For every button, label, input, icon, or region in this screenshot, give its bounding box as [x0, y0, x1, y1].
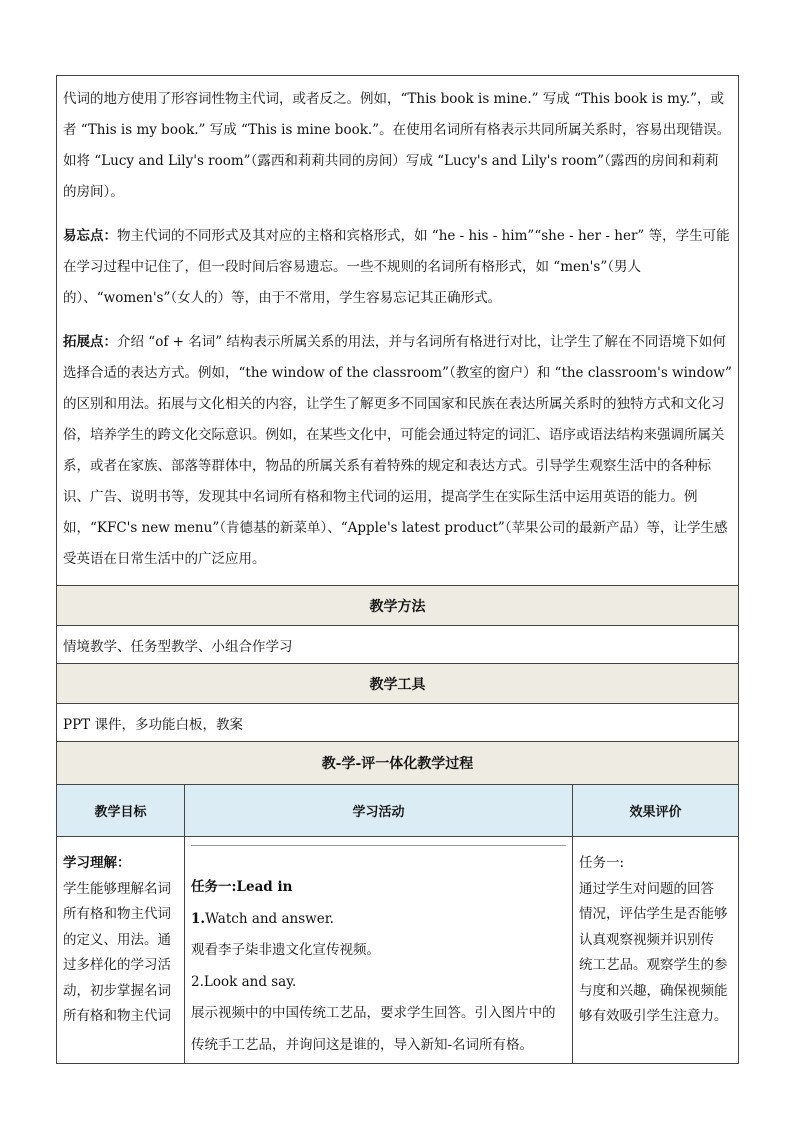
mistake-paragraph: 代词的地方使用了形容词性物主代词，或者反之。例如，“This book is mine.” 写成 “This book is my.”，或者 “This is my book.” 写成 “This is mine book.”。在使用名词所有格表示共同所属关系时，容易出现错误。如将 “Lucy and Lily's room”（露西和莉莉共同的房间）写成 “Lucy's and Lily's room”（露西的房间和莉莉的房间）。: [63, 91, 731, 200]
evaluation-line: 通过学生对问题的回答: [579, 880, 714, 897]
evaluation-line: 情况，评估学生是否能够: [579, 906, 728, 922]
forget-text: 物主代词的不同形式及其对应的主格和宾格形式，如 “he - his - him”“she - her - her” 等，学生可能在学习过程中记住了，但一段时间后容易遗忘。一些不规则的名词所有格形式，如 “men's”（男人的）、“women's”（女人的）等，由于不常用，学生容易忘记其正确形式。: [63, 228, 730, 306]
step1-number: 1.: [191, 910, 206, 927]
process-heading: 教-学-评一体化教学过程: [57, 742, 739, 785]
extension-text: 介绍 “of + 名词” 结构表示所属关系的用法，并与名词所有格进行对比，让学生了解在不同语境下如何选择合适的表达方式。例如，“the window of the classroom”（教室的窗户）和 “the classroom's window” 的区别和用法。拓展与文化相关的内容，让学生了解更多不同国家和民族在表达所属关系时的独特方式和文化习俗，培养学生的跨文化交际意识。例如，在某些文化中，可能会通过特定的词汇、语序或语法结构来强调所属关系，或者在家族、部落等群体中，物品的所属关系有着特殊的规定和表达方式。引导学生观察生活中的各种标识、广告、说明书等，发现其中名词所有格和物主代词的运用，提高学生在实际生活中运用英语的能力。例如，“KFC's new menu”（肯德基的新菜单）、“Apple's latest product”（苹果公司的最新产品）等，让学生感受英语在日常生活中的广泛应用。: [63, 334, 732, 567]
extension-label: 拓展点：: [63, 334, 117, 350]
task-title: 任务一:Lead in: [191, 879, 293, 895]
goal-line: 过多样化的学习活: [63, 957, 171, 973]
lesson-plan-table: [56, 75, 739, 1064]
tools-heading: 教学工具: [57, 664, 739, 704]
step1-english: Watch and answer.: [205, 910, 334, 927]
goal-line: 的定义、用法。通: [63, 931, 171, 948]
teaching-goal-cell: [57, 837, 185, 1064]
extension-paragraph: [63, 327, 732, 575]
step2-english: 2.Look and say.: [191, 973, 297, 990]
evaluation-line: 够有效吸引学生注意力。: [579, 1008, 728, 1024]
goal-line: 动，初步掌握名词: [63, 982, 171, 999]
column-header-evaluation: 效果评价: [573, 785, 739, 837]
evaluation-title: 任务一:: [579, 855, 625, 871]
activity-block: [191, 845, 566, 1061]
step1-chinese: 观看李子柒非遗文化宣传视频。: [191, 942, 380, 958]
goal-line: 所有格和物主代词: [63, 906, 171, 922]
lesson-plan-page: [56, 75, 738, 1053]
goal-line: 所有格和物主代词: [63, 1008, 171, 1024]
methods-heading: 教学方法: [57, 586, 739, 626]
column-header-activities: 学习活动: [185, 785, 573, 837]
evaluation-line: 统工艺品。观察学生的参: [579, 957, 728, 973]
goal-line: 学生能够理解名词: [63, 880, 171, 897]
forget-label: 易忘点：: [63, 228, 117, 244]
column-header-goals: 教学目标: [57, 785, 185, 837]
forget-paragraph: [63, 221, 732, 314]
step2-chinese-line: 展示视频中的中国传统工艺品，要求学生回答。引入图片中的: [191, 1005, 556, 1021]
difficulty-notes-cell: [57, 76, 739, 586]
learning-activity-cell: [185, 837, 573, 1064]
evaluation-cell: [573, 837, 739, 1064]
tools-content: PPT 课件，多功能白板，教案: [57, 704, 739, 742]
methods-content: 情境教学、任务型教学、小组合作学习: [57, 626, 739, 664]
step1-line: [191, 904, 566, 936]
step2-chinese-line: 传统手工艺品，并询问这是谁的，导入新知-名词所有格。: [191, 1036, 534, 1053]
goal-title: 学习理解：: [63, 855, 131, 871]
evaluation-line: 与度和兴趣，确保视频能: [579, 982, 728, 999]
evaluation-line: 认真观察视频并识别传: [579, 931, 714, 948]
